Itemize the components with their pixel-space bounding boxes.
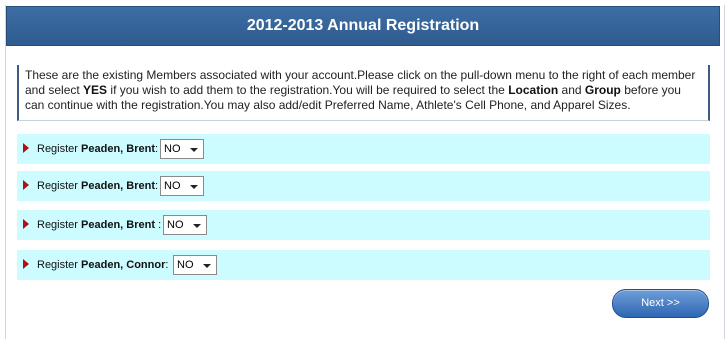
member-row xyxy=(17,210,710,240)
member-row xyxy=(17,134,710,164)
right-triangle-icon xyxy=(23,219,29,229)
register-select[interactable] xyxy=(173,255,217,275)
register-select-value: NO xyxy=(164,143,181,155)
right-triangle-icon xyxy=(23,259,29,269)
register-select-value: NO xyxy=(164,180,181,192)
right-triangle-icon xyxy=(23,143,29,153)
register-select-value: NO xyxy=(167,219,184,231)
instructions-text xyxy=(17,65,710,121)
chevron-down-icon xyxy=(203,264,211,268)
page-title: 2012-2013 Annual Registration xyxy=(6,6,720,46)
intro-text-part: before you can continue with the registration.You may also add/edit Preferred Name, Athlete's Cell Phone, and Apparel Sizes. xyxy=(25,83,681,112)
intro-text-part: if you wish to add them to the registration.You will be required to select the xyxy=(107,83,509,97)
location-emphasis: Location xyxy=(508,83,559,97)
member-label: Register Peaden, Brent: xyxy=(37,143,159,155)
member-row xyxy=(17,171,710,201)
yes-emphasis: YES xyxy=(83,83,108,97)
intro-text-part: and xyxy=(558,83,585,97)
member-row xyxy=(17,250,710,280)
register-select[interactable] xyxy=(160,176,204,196)
member-label: Register Peaden, Connor: xyxy=(37,259,169,271)
intro-text-part: These are the existing Members associated with your account.Please click on the pull-down menu to the right of each member and select xyxy=(25,68,696,97)
right-triangle-icon xyxy=(23,180,29,190)
member-label: Register Peaden, Brent: xyxy=(37,180,159,192)
chevron-down-icon xyxy=(193,224,201,228)
next-button[interactable]: Next >> xyxy=(612,289,709,318)
register-select[interactable] xyxy=(163,215,207,235)
register-select[interactable] xyxy=(160,139,204,159)
group-emphasis: Group xyxy=(584,83,621,97)
member-label: Register Peaden, Brent : xyxy=(37,219,162,231)
chevron-down-icon xyxy=(190,148,198,152)
chevron-down-icon xyxy=(190,185,198,189)
register-select-value: NO xyxy=(177,259,194,271)
